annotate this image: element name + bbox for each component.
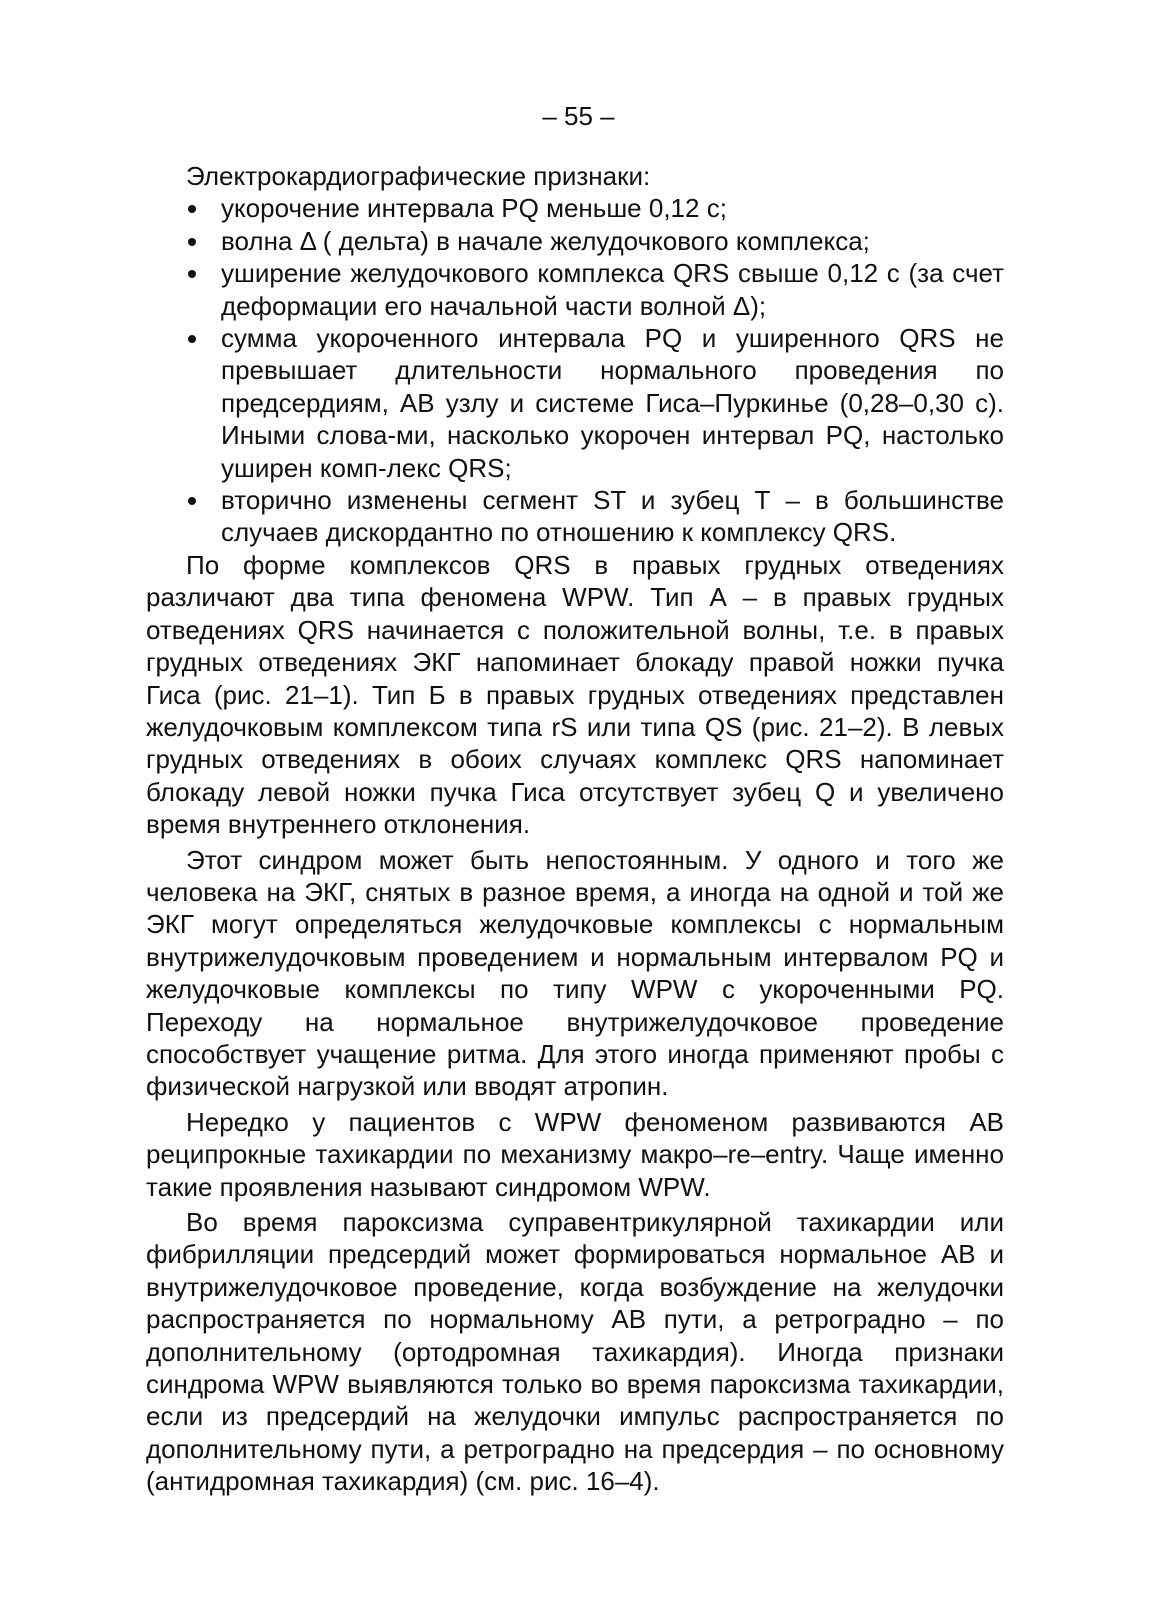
page-body xyxy=(146,160,1004,1498)
list-item-text: сумма укороченного интервала PQ и уширенного QRS не превышает длительности нормального проведения по предсердиям, АВ узлу и системе Гиса–Пуркинье (0,28–0,30 с). Иными слова-ми, насколько укорочен интервал PQ, настолько уширен комп-лекс QRS; xyxy=(221,323,1004,483)
section-heading: Электрокардиографические признаки: xyxy=(186,161,651,191)
paragraph-intermittent-syndrome: Этот синдром может быть непостоянным. У одного и того же человека на ЭКГ, снятых в разное время, а иногда на одной и той же ЭКГ могут определяться желудочковые комплексы с нормальным внутрижелудочковым проведением и нормальным интервалом PQ и желудочковые комплексы по типу WPW с укороченными PQ. Переходу на нормальное внутрижелудочковое проведение способствует учащение ритма. Для этого иногда применяют пробы с физической нагрузкой или вводят атропин. xyxy=(146,844,1004,1102)
page-number: – 55 – xyxy=(542,101,615,131)
paragraph-reciprocal-tachycardia: Нередко у пациентов с WPW феноменом развиваются АВ реципрокные тахикардии по механизму макро–re–entry. Чаще именно такие проявления называют синдромом WPW. xyxy=(146,1106,1004,1202)
list-item-text: уширение желудочкового комплекса QRS свыше 0,12 с (за счет деформации его начальной части волной Δ); xyxy=(221,258,1004,321)
paragraph-wpw-types: По форме комплексов QRS в правых грудных отведениях различают два типа феномена WPW. Тип А – в правых грудных отведениях QRS начинается с положительной волны, т.е. в правых грудных отведениях ЭКГ напоминает блокаду правой ножки пучка Гиса (рис. 21–1). Тип Б в правых грудных отведениях представлен желудочковым комплексом типа rS или типа QS (рис. 21–2). В левых грудных отведениях в обоих случаях комплекс QRS напоминает блокаду левой ножки пучка Гиса отсутствует зубец Q и увеличено время внутреннего отклонения. xyxy=(146,549,1004,840)
bullet-icon xyxy=(188,497,196,505)
paragraph-paroxysm: Во время пароксизма суправентрикулярной тахикардии или фибрилляции предсердий может формироваться нормальное АВ и внутрижелудочковое проведение, когда возбуждение на желудочки распространяется по нормальному АВ пути, а ретроградно – по дополнительному (ортодромная тахикардия). Иногда признаки синдрома WPW выявляются только во время пароксизма тахикардии, если из предсердий на желудочки импульс распространяется по дополнительному пути, а ретроградно на предсердия – по основному (антидромная тахикардия) (см. рис. 16–4). xyxy=(146,1207,1004,1497)
list-item xyxy=(186,192,1004,224)
list-item xyxy=(186,257,1004,322)
bullet-icon xyxy=(188,238,196,246)
list-item xyxy=(186,322,1004,484)
bullet-icon xyxy=(188,335,196,343)
body-text xyxy=(146,549,1004,1498)
list-item-text: волна Δ ( дельта) в начале желудочкового комплекса; xyxy=(221,225,870,256)
list-item-text: укорочение интервала PQ меньше 0,12 с; xyxy=(221,193,727,224)
list-item xyxy=(186,225,1004,257)
bullet-icon xyxy=(188,205,196,213)
bullet-icon xyxy=(188,270,196,278)
list-item xyxy=(186,484,1004,549)
ecg-signs-list xyxy=(186,192,1004,548)
list-item-text: вторично изменены сегмент ST и зубец Т – в большинстве случаев дискордантно по отношению к комплексу QRS. xyxy=(221,485,1004,548)
